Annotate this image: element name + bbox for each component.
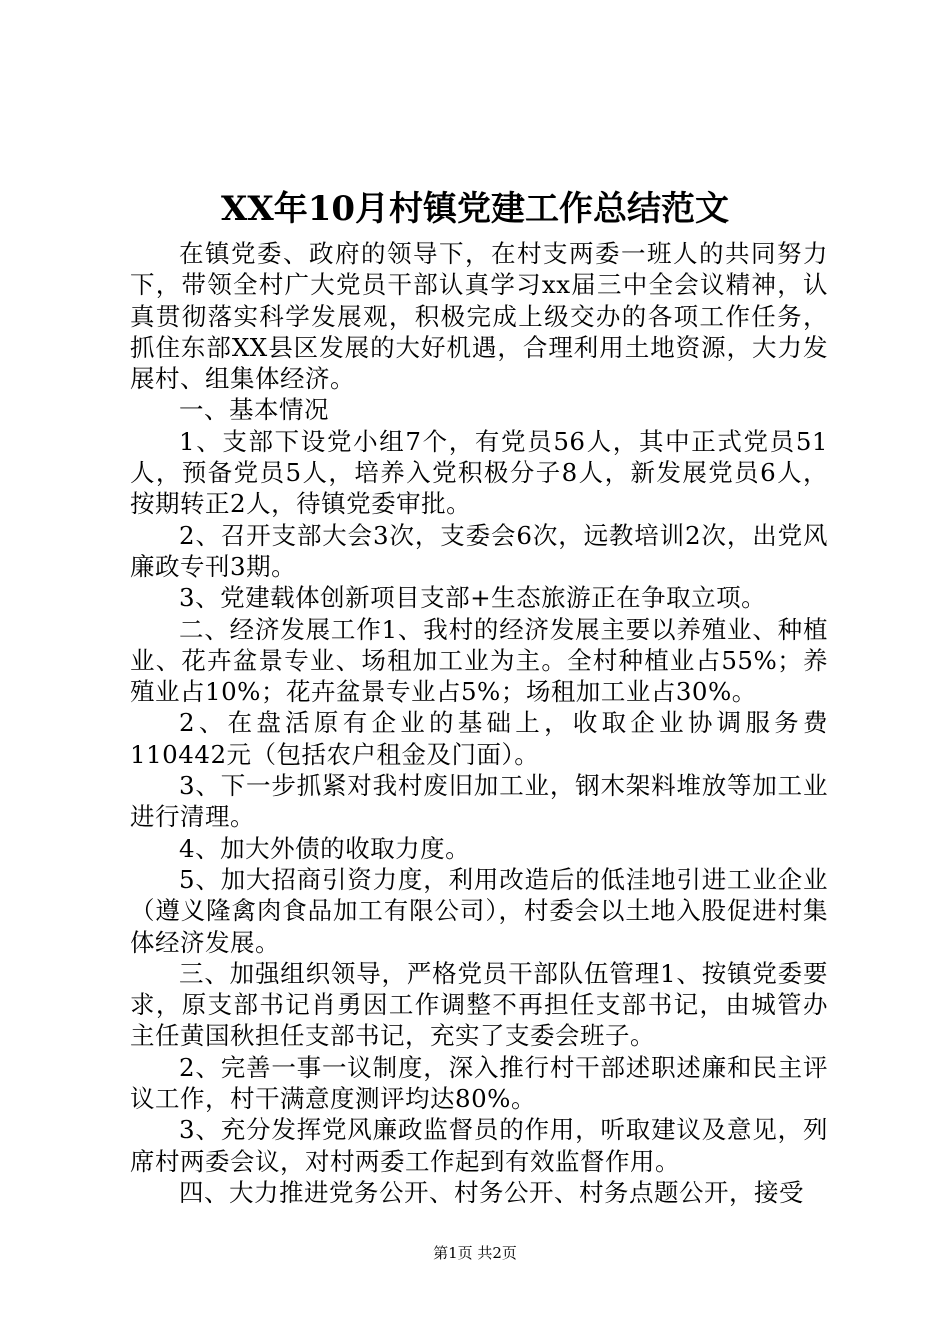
paragraph: 3、党建载体创新项目支部+生态旅游正在争取立项。	[179, 583, 767, 613]
document-title: XX年10月村镇党建工作总结范文	[220, 189, 730, 229]
paragraph: 2、完善一事一议制度，深入推行村干部述职述廉和民主评议工作，村干满意度测评均达80%。	[130, 1052, 828, 1114]
paragraph: 2、召开支部大会3次，支委会6次，远教培训2次，出党风廉政专刊3期。	[130, 520, 828, 581]
paragraph: 3、充分发挥党风廉政监督员的作用，听取建议及意见，列席村两委会议，对村两委工作起到有效监督作用。	[130, 1115, 828, 1176]
paragraph: 5、加大招商引资力度，利用改造后的低洼地引进工业企业（遵义隆禽肉食品加工有限公司），村委会以土地入股促进村集体经济发展。	[130, 864, 828, 957]
document-body	[130, 238, 828, 1208]
paragraph: 4、加大外债的收取力度。	[179, 833, 471, 863]
paragraph-economic-development: 二、经济发展工作1、我村的经济发展主要以养殖业、种植业、花卉盆景专业、场租加工业为主。全村种植业占55%；养殖业占10%；花卉盆景专业占5%；场租加工业占30%。	[130, 614, 828, 707]
paragraph: 1、支部下设党小组7个，有党员56人，其中正式党员51人，预备党员5人，培养入党积极分子8人，新发展党员6人，按期转正2人，待镇党委审批。	[130, 426, 828, 519]
page-footer: 第1页 共2页	[433, 1244, 517, 1262]
paragraph: 2、在盘活原有企业的基础上，收取企业协调服务费110442元（包括农户租金及门面）。	[130, 708, 828, 769]
paragraph-publicity: 四、大力推进党务公开、村务公开、村务点题公开，接受	[179, 1177, 804, 1207]
heading-basic-situation: 一、基本情况	[179, 395, 329, 425]
paragraph-intro: 在镇党委、政府的领导下，在村支两委一班人的共同努力下，带领全村广大党员干部认真学习xx届三中全会议精神，认真贯彻落实科学发展观，积极完成上级交办的各项工作任务，抓住东部XX县区发展的大好机遇，合理利用土地资源，大力发展村、组集体经济。	[130, 239, 828, 394]
paragraph-organization-leadership: 三、加强组织领导，严格党员干部队伍管理1、按镇党委要求，原支部书记肖勇因工作调整不再担任支部书记，由城管办主任黄国秋担任支部书记，充实了支委会班子。	[130, 958, 828, 1051]
paragraph: 3、下一步抓紧对我村废旧加工业，钢木架料堆放等加工业进行清理。	[130, 771, 828, 832]
